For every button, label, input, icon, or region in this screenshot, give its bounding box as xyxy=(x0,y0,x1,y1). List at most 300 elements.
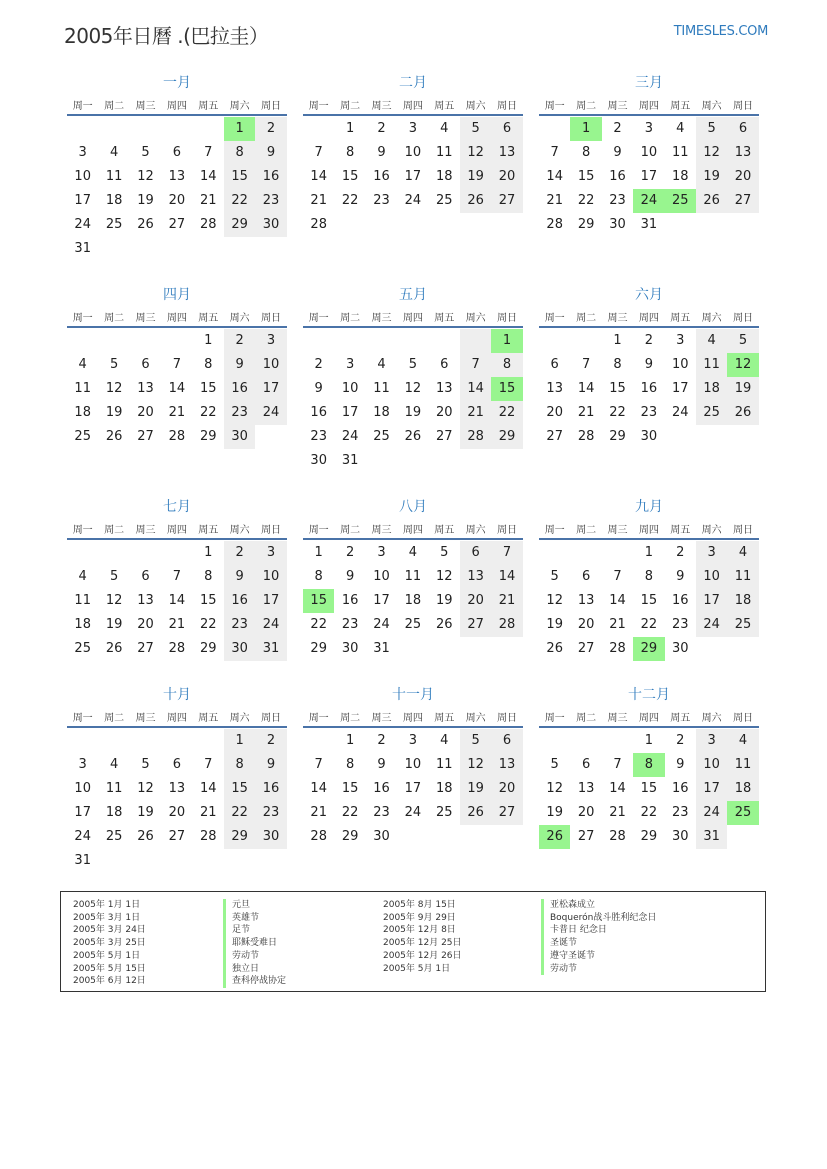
day-cell: 6 xyxy=(141,357,150,372)
day-cell: 15 xyxy=(609,381,626,396)
empty-day-cell xyxy=(460,825,491,849)
day-cell: 28 xyxy=(199,217,217,232)
day-cell: 9 xyxy=(255,141,286,165)
day-cell: 24 xyxy=(255,401,286,425)
day-cell: 3 xyxy=(345,357,355,372)
empty-day-cell xyxy=(366,329,397,353)
day-cell: 16 xyxy=(310,405,327,420)
day-cell: 20 xyxy=(137,617,154,632)
empty-day-cell xyxy=(334,329,365,353)
weekday-label: 周四 xyxy=(166,524,187,536)
weekday-label: 周六 xyxy=(229,100,250,112)
weekday-label: 周一 xyxy=(72,712,93,724)
day-cell: 16 xyxy=(373,781,390,796)
legend-entry: 2005年 12月 26日 xyxy=(383,950,462,961)
day-cell: 7 xyxy=(613,569,622,584)
day-cell: 12 xyxy=(137,169,154,184)
day-cell: 2 xyxy=(676,733,685,748)
day-cell: 17 xyxy=(671,381,689,396)
month-block xyxy=(539,284,759,449)
day-cell: 29 xyxy=(577,217,595,232)
month-name: 三月 xyxy=(635,75,663,91)
day-cell: 11 xyxy=(74,593,91,608)
empty-day-cell xyxy=(727,425,758,449)
day-cell: 3 xyxy=(377,545,386,560)
day-cell: 25 xyxy=(74,429,91,444)
day-cell: 12 xyxy=(435,569,453,584)
weekday-label: 周日 xyxy=(497,712,518,724)
weekday-label: 周二 xyxy=(576,524,597,536)
day-cell: 8 xyxy=(314,569,323,584)
day-cell: 28 xyxy=(199,829,217,844)
weekday-label: 周五 xyxy=(670,524,691,536)
day-cell: 5 xyxy=(141,145,150,160)
day-cell: 9 xyxy=(224,353,255,377)
empty-day-cell xyxy=(98,729,129,753)
empty-day-cell xyxy=(727,213,758,237)
day-cell: 11 xyxy=(435,757,453,772)
day-cell: 17 xyxy=(341,405,359,420)
day-cell: 15 xyxy=(224,165,255,189)
day-cell: 14 xyxy=(168,381,186,396)
day-cell: 10 xyxy=(74,169,91,184)
day-cell: 28 xyxy=(460,425,491,449)
empty-day-cell xyxy=(539,329,570,353)
day-cell: 13 xyxy=(137,381,154,396)
day-cell: 18 xyxy=(105,193,123,208)
empty-day-cell xyxy=(460,637,491,661)
day-cell: 15 xyxy=(341,169,359,184)
day-cell: 10 xyxy=(341,381,359,396)
day-grid xyxy=(303,329,523,473)
legend-entry: 2005年 3月 25日 xyxy=(73,938,146,949)
day-cell: 1 xyxy=(644,545,653,560)
day-cell: 5 xyxy=(550,757,559,772)
day-cell: 19 xyxy=(105,405,123,420)
day-cell: 25 xyxy=(105,829,123,844)
day-cell: 26 xyxy=(460,189,491,213)
weekday-label: 周六 xyxy=(701,312,722,324)
weekday-label: 周一 xyxy=(72,524,93,536)
empty-day-cell xyxy=(130,237,161,261)
day-cell: 19 xyxy=(105,617,123,632)
day-cell: 13 xyxy=(491,141,522,165)
day-cell: 28 xyxy=(577,429,595,444)
day-cell: 27 xyxy=(577,641,595,656)
day-cell: 5 xyxy=(696,117,727,141)
weekday-label: 周三 xyxy=(607,100,628,112)
site-link[interactable]: TIMESLES.COM xyxy=(673,24,768,39)
day-cell: 23 xyxy=(224,613,255,637)
day-cell: 9 xyxy=(644,357,653,372)
day-cell: 27 xyxy=(727,189,758,213)
day-cell: 14 xyxy=(199,781,217,796)
empty-day-cell xyxy=(397,213,428,237)
day-cell: 4 xyxy=(377,357,386,372)
day-cell: 30 xyxy=(224,637,255,661)
day-cell: 2 xyxy=(676,545,685,560)
day-cell: 15 xyxy=(491,377,522,401)
day-cell: 20 xyxy=(137,405,154,420)
legend-entry: 2005年 8月 15日 xyxy=(383,900,456,910)
day-cell: 7 xyxy=(550,145,559,160)
weekday-label: 周三 xyxy=(135,712,156,724)
empty-day-cell xyxy=(161,237,192,261)
weekday-label: 周日 xyxy=(497,312,518,324)
empty-day-cell xyxy=(193,237,224,261)
weekday-label: 周五 xyxy=(434,312,455,324)
day-cell: 20 xyxy=(727,165,758,189)
day-cell: 15 xyxy=(224,777,255,801)
day-cell: 2 xyxy=(613,121,622,136)
day-cell: 10 xyxy=(696,565,727,589)
day-cell: 27 xyxy=(137,641,154,656)
day-cell: 17 xyxy=(255,589,286,613)
day-cell: 13 xyxy=(137,593,154,608)
day-cell: 4 xyxy=(109,757,119,772)
weekday-label: 周五 xyxy=(670,712,691,724)
weekday-label: 周日 xyxy=(261,524,282,536)
weekday-label: 周六 xyxy=(229,712,250,724)
empty-day-cell xyxy=(366,213,397,237)
empty-day-cell xyxy=(67,541,98,565)
day-cell: 11 xyxy=(727,565,758,589)
empty-day-cell xyxy=(161,541,192,565)
empty-day-cell xyxy=(224,237,255,261)
day-cell: 18 xyxy=(727,589,758,613)
day-cell: 18 xyxy=(727,777,758,801)
day-cell: 8 xyxy=(633,753,664,777)
legend-entry: 亚松森成立 xyxy=(541,899,656,912)
month-block xyxy=(303,284,523,473)
day-cell: 28 xyxy=(609,829,626,844)
empty-day-cell xyxy=(98,541,129,565)
weekday-label: 周四 xyxy=(402,312,423,324)
day-cell: 23 xyxy=(640,405,658,420)
day-cell: 30 xyxy=(373,829,390,844)
day-cell: 25 xyxy=(435,193,453,208)
month-block xyxy=(67,684,287,873)
day-cell: 28 xyxy=(310,217,327,232)
day-grid xyxy=(67,117,287,261)
weekday-label: 周五 xyxy=(670,312,691,324)
day-cell: 29 xyxy=(224,213,255,237)
day-cell: 11 xyxy=(105,169,123,184)
day-cell: 20 xyxy=(168,193,186,208)
day-cell: 9 xyxy=(676,569,685,584)
day-cell: 19 xyxy=(137,193,154,208)
day-cell: 27 xyxy=(491,801,522,825)
weekday-label: 周日 xyxy=(733,712,754,724)
day-cell: 22 xyxy=(224,801,255,825)
day-cell: 2 xyxy=(644,333,653,348)
empty-day-cell xyxy=(727,825,758,849)
month-block xyxy=(303,496,523,661)
day-cell: 26 xyxy=(696,189,727,213)
legend-entry: 2005年 1月 1日 xyxy=(73,900,141,910)
day-cell: 19 xyxy=(460,777,491,801)
weekday-label: 周五 xyxy=(434,712,455,724)
day-cell: 12 xyxy=(460,141,491,165)
month-block xyxy=(303,72,523,237)
weekday-label: 周日 xyxy=(733,312,754,324)
day-cell: 23 xyxy=(255,189,286,213)
empty-day-cell xyxy=(696,213,727,237)
day-cell: 23 xyxy=(373,805,390,820)
day-cell: 27 xyxy=(137,429,154,444)
day-cell: 29 xyxy=(224,825,255,849)
day-cell: 12 xyxy=(546,781,563,796)
weekday-label: 周五 xyxy=(670,100,691,112)
empty-day-cell xyxy=(429,213,460,237)
empty-day-cell xyxy=(727,637,758,661)
day-cell: 3 xyxy=(78,757,87,772)
day-cell: 9 xyxy=(377,757,386,772)
month-block xyxy=(67,72,287,261)
weekday-label: 周二 xyxy=(104,312,125,324)
day-cell: 19 xyxy=(727,377,758,401)
weekday-label: 周四 xyxy=(166,312,187,324)
day-cell: 3 xyxy=(644,121,653,136)
day-cell: 3 xyxy=(255,329,286,353)
day-cell: 31 xyxy=(74,853,91,868)
day-cell: 10 xyxy=(696,753,727,777)
weekday-label: 周四 xyxy=(638,524,659,536)
empty-day-cell xyxy=(130,541,161,565)
day-cell: 24 xyxy=(404,805,422,820)
day-cell: 6 xyxy=(460,541,491,565)
legend-entry: 2005年 5月 1日 xyxy=(383,963,451,974)
day-cell: 6 xyxy=(491,117,522,141)
day-cell: 30 xyxy=(640,429,658,444)
day-cell: 6 xyxy=(581,569,591,584)
weekday-label: 周五 xyxy=(434,524,455,536)
day-cell: 11 xyxy=(74,381,91,396)
day-cell: 6 xyxy=(550,357,559,372)
month-block xyxy=(303,684,523,849)
month-block xyxy=(67,496,287,661)
empty-day-cell xyxy=(491,449,522,473)
day-cell: 11 xyxy=(404,569,422,584)
legend-entry: 2005年 12月 8日 xyxy=(383,925,456,936)
weekday-label: 周二 xyxy=(576,100,597,112)
legend-entry: 2005年 9月 29日 xyxy=(383,912,456,923)
legend-entry: 2005年 6月 12日 xyxy=(73,976,146,987)
day-cell: 21 xyxy=(460,401,491,425)
weekday-label: 周一 xyxy=(308,312,329,324)
day-cell: 22 xyxy=(609,405,626,420)
weekday-label: 周一 xyxy=(544,312,565,324)
day-cell: 2 xyxy=(224,329,255,353)
day-cell: 23 xyxy=(609,193,626,208)
empty-day-cell xyxy=(334,213,365,237)
legend-entry: 劳动节 xyxy=(541,963,656,976)
month-block xyxy=(539,684,759,849)
day-cell: 15 xyxy=(199,593,217,608)
day-cell: 4 xyxy=(440,733,449,748)
legend-names-col1 xyxy=(223,899,286,988)
weekday-label: 周三 xyxy=(607,524,628,536)
day-cell: 13 xyxy=(727,141,758,165)
day-cell: 26 xyxy=(137,829,154,844)
day-cell: 16 xyxy=(609,169,626,184)
day-cell: 17 xyxy=(74,805,91,820)
weekday-label: 周二 xyxy=(340,100,361,112)
day-cell: 23 xyxy=(671,805,689,820)
day-cell: 21 xyxy=(491,589,522,613)
day-cell: 9 xyxy=(676,757,685,772)
day-cell: 26 xyxy=(435,617,453,632)
weekday-header xyxy=(303,706,523,728)
day-cell: 1 xyxy=(613,333,622,348)
month-name: 十月 xyxy=(163,687,191,703)
day-cell: 26 xyxy=(137,217,154,232)
weekday-label: 周二 xyxy=(340,524,361,536)
day-cell: 2 xyxy=(314,357,323,372)
day-cell: 3 xyxy=(676,333,685,348)
day-cell: 18 xyxy=(373,405,390,420)
weekday-label: 周二 xyxy=(104,712,125,724)
day-cell: 12 xyxy=(460,753,491,777)
weekday-header xyxy=(539,518,759,540)
day-cell: 3 xyxy=(78,145,87,160)
day-cell: 7 xyxy=(581,357,591,372)
empty-day-cell xyxy=(539,729,570,753)
empty-day-cell xyxy=(161,117,192,141)
day-cell: 25 xyxy=(696,401,727,425)
month-name: 一月 xyxy=(163,75,191,91)
day-cell: 20 xyxy=(491,165,522,189)
day-cell: 16 xyxy=(640,381,658,396)
day-cell: 4 xyxy=(727,541,758,565)
weekday-label: 周一 xyxy=(308,524,329,536)
weekday-label: 周六 xyxy=(465,312,486,324)
day-cell: 22 xyxy=(640,805,658,820)
legend-dates-col1 xyxy=(73,899,146,988)
empty-day-cell xyxy=(303,729,334,753)
day-cell: 2 xyxy=(255,117,286,141)
day-grid xyxy=(539,329,759,449)
day-cell: 22 xyxy=(310,617,327,632)
day-cell: 10 xyxy=(404,757,422,772)
empty-day-cell xyxy=(491,825,522,849)
day-cell: 17 xyxy=(404,781,422,796)
empty-day-cell xyxy=(67,729,98,753)
day-cell: 29 xyxy=(609,429,626,444)
day-cell: 16 xyxy=(671,781,689,796)
day-cell: 12 xyxy=(696,141,727,165)
day-grid xyxy=(539,541,759,661)
day-cell: 30 xyxy=(671,641,689,656)
day-cell: 6 xyxy=(581,757,591,772)
legend-entry: 遵守圣诞节 xyxy=(541,950,656,963)
day-cell: 2 xyxy=(224,541,255,565)
day-cell: 15 xyxy=(303,589,334,613)
day-cell: 20 xyxy=(577,617,595,632)
day-cell: 11 xyxy=(105,781,123,796)
day-cell: 6 xyxy=(172,145,181,160)
day-cell: 12 xyxy=(727,353,758,377)
day-cell: 27 xyxy=(460,613,491,637)
day-cell: 29 xyxy=(491,425,522,449)
day-cell: 19 xyxy=(696,165,727,189)
day-cell: 8 xyxy=(224,141,255,165)
day-cell: 20 xyxy=(168,805,186,820)
day-cell: 14 xyxy=(609,781,626,796)
day-cell: 4 xyxy=(696,329,727,353)
day-cell: 5 xyxy=(727,329,758,353)
legend-dates-col2 xyxy=(383,899,462,975)
day-cell: 14 xyxy=(460,377,491,401)
day-grid xyxy=(539,117,759,237)
day-cell: 14 xyxy=(168,593,186,608)
day-cell: 30 xyxy=(671,829,689,844)
empty-day-cell xyxy=(665,213,696,237)
day-cell: 7 xyxy=(460,353,491,377)
weekday-label: 周五 xyxy=(434,100,455,112)
day-cell: 5 xyxy=(408,357,417,372)
weekday-label: 周一 xyxy=(544,712,565,724)
month-name: 十一月 xyxy=(392,687,434,703)
empty-day-cell xyxy=(429,449,460,473)
day-cell: 27 xyxy=(168,829,186,844)
day-cell: 1 xyxy=(644,733,653,748)
day-cell: 28 xyxy=(609,641,626,656)
day-cell: 28 xyxy=(168,429,186,444)
weekday-label: 周三 xyxy=(371,100,392,112)
day-cell: 10 xyxy=(373,569,390,584)
day-cell: 16 xyxy=(671,593,689,608)
weekday-label: 周六 xyxy=(701,524,722,536)
month-name: 八月 xyxy=(399,499,427,515)
day-cell: 24 xyxy=(404,193,422,208)
day-cell: 18 xyxy=(435,781,453,796)
day-cell: 8 xyxy=(204,357,213,372)
legend-entry: 卡普日 纪念日 xyxy=(541,924,656,937)
day-cell: 25 xyxy=(404,617,422,632)
day-cell: 18 xyxy=(74,617,91,632)
day-cell: 31 xyxy=(696,825,727,849)
day-cell: 8 xyxy=(224,753,255,777)
empty-day-cell xyxy=(429,329,460,353)
day-cell: 26 xyxy=(546,641,563,656)
weekday-label: 周一 xyxy=(308,712,329,724)
day-cell: 17 xyxy=(640,169,658,184)
day-cell: 3 xyxy=(408,121,417,136)
day-cell: 3 xyxy=(696,541,727,565)
day-cell: 10 xyxy=(640,145,658,160)
day-cell: 3 xyxy=(696,729,727,753)
day-cell: 4 xyxy=(78,569,87,584)
month-name: 五月 xyxy=(399,287,427,303)
day-cell: 30 xyxy=(224,425,255,449)
day-cell: 6 xyxy=(172,757,181,772)
weekday-header xyxy=(67,518,287,540)
weekday-label: 周三 xyxy=(135,100,156,112)
empty-day-cell xyxy=(570,541,601,565)
day-cell: 8 xyxy=(345,145,355,160)
day-cell: 7 xyxy=(314,757,323,772)
day-cell: 15 xyxy=(640,781,658,796)
day-cell: 29 xyxy=(199,429,217,444)
day-cell: 3 xyxy=(255,541,286,565)
day-cell: 2 xyxy=(377,733,386,748)
empty-day-cell xyxy=(460,329,491,353)
legend-entry: Boquerón战斗胜利纪念日 xyxy=(541,912,656,925)
day-cell: 26 xyxy=(105,429,123,444)
day-cell: 14 xyxy=(609,593,626,608)
day-cell: 25 xyxy=(435,805,453,820)
